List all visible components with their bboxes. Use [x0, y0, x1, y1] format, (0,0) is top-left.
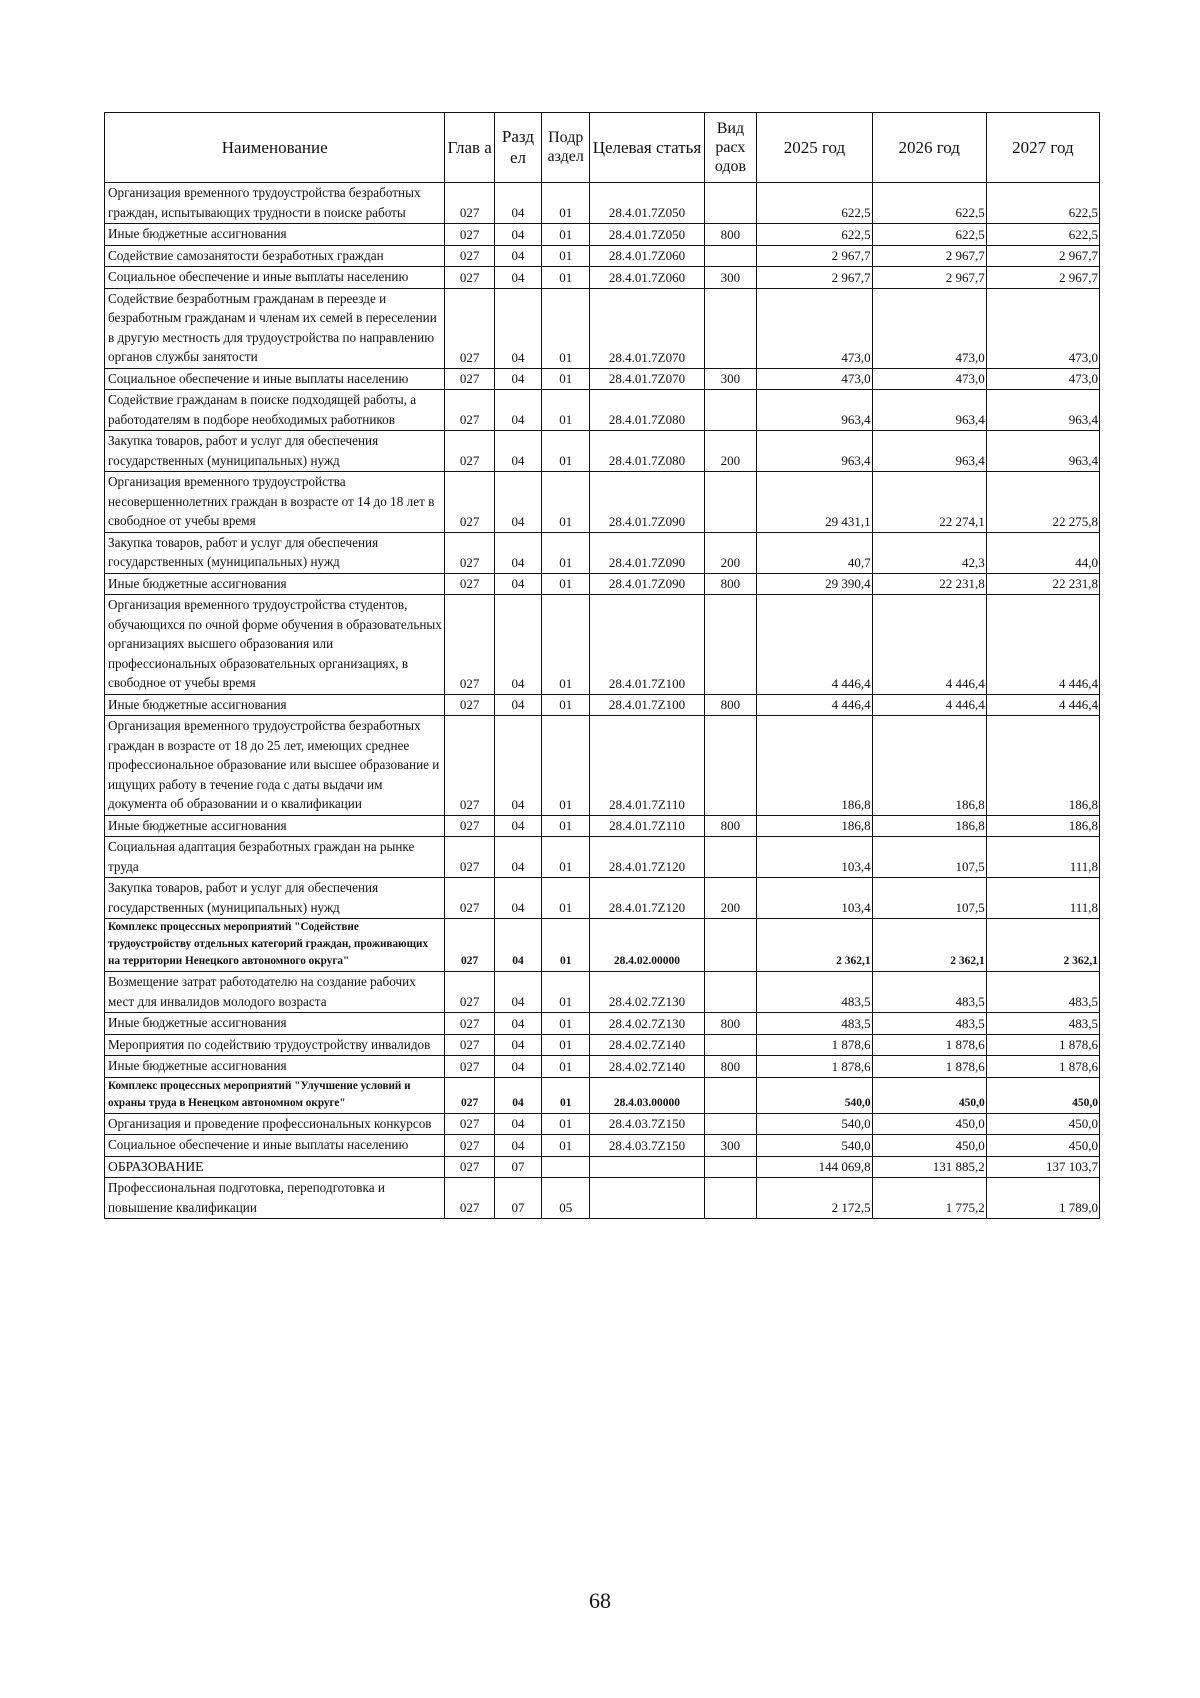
- cell-expense-type: 300: [704, 267, 757, 289]
- cell-razdel: 04: [494, 288, 541, 368]
- table-row: [105, 837, 1100, 878]
- cell-expense-type: [704, 472, 757, 533]
- cell-value-2025: 483,5: [757, 972, 872, 1013]
- cell-podrazdel: 01: [542, 815, 590, 837]
- cell-target-article: 28.4.02.7Z130: [590, 1013, 704, 1035]
- cell-value-2025: 1 878,6: [757, 1034, 872, 1056]
- cell-razdel: 04: [494, 837, 541, 878]
- cell-value-2025: 186,8: [757, 815, 872, 837]
- cell-name: ОБРАЗОВАНИЕ: [105, 1156, 445, 1178]
- cell-podrazdel: 01: [542, 532, 590, 573]
- cell-expense-type: [704, 1178, 757, 1219]
- cell-podrazdel: 01: [542, 472, 590, 533]
- cell-expense-type: [704, 183, 757, 224]
- cell-value-2026: 4 446,4: [872, 595, 986, 695]
- table-row: [105, 245, 1100, 267]
- cell-value-2026: 450,0: [872, 1077, 986, 1113]
- cell-razdel: 04: [494, 1013, 541, 1035]
- cell-glava: 027: [445, 1077, 494, 1113]
- cell-glava: 027: [445, 183, 494, 224]
- cell-value-2026: 107,5: [872, 878, 986, 919]
- cell-value-2026: 2 362,1: [872, 919, 986, 972]
- cell-value-2025: 103,4: [757, 837, 872, 878]
- header-name: Наименование: [105, 113, 445, 183]
- cell-glava: 027: [445, 573, 494, 595]
- cell-target-article: [590, 1156, 704, 1178]
- cell-target-article: 28.4.01.7Z080: [590, 431, 704, 472]
- cell-target-article: [590, 1178, 704, 1219]
- cell-target-article: 28.4.01.7Z100: [590, 595, 704, 695]
- cell-glava: 027: [445, 1013, 494, 1035]
- cell-value-2026: 473,0: [872, 288, 986, 368]
- cell-value-2025: 622,5: [757, 183, 872, 224]
- cell-expense-type: [704, 716, 757, 816]
- cell-value-2027: 473,0: [986, 368, 1099, 390]
- cell-glava: 027: [445, 694, 494, 716]
- cell-value-2027: 4 446,4: [986, 694, 1099, 716]
- cell-value-2027: 473,0: [986, 288, 1099, 368]
- cell-value-2026: 4 446,4: [872, 694, 986, 716]
- cell-expense-type: [704, 288, 757, 368]
- cell-glava: 027: [445, 919, 494, 972]
- page-number: 68: [589, 1588, 611, 1613]
- cell-target-article: 28.4.01.7Z050: [590, 183, 704, 224]
- cell-razdel: 04: [494, 267, 541, 289]
- cell-podrazdel: 01: [542, 368, 590, 390]
- table-row: [105, 532, 1100, 573]
- cell-razdel: 04: [494, 183, 541, 224]
- cell-value-2025: 2 172,5: [757, 1178, 872, 1219]
- cell-value-2027: 4 446,4: [986, 595, 1099, 695]
- cell-name: Организация временного трудоустройства безработных граждан в возрасте от 18 до 25 лет, имеющих среднее профессиональное образование или высшее образование и ищущих работу в течение года с даты выдачи им документа об образовании и о квалификации: [105, 716, 445, 816]
- cell-expense-type: [704, 245, 757, 267]
- cell-value-2027: 1 878,6: [986, 1056, 1099, 1078]
- table-row: [105, 1077, 1100, 1113]
- cell-target-article: 28.4.01.7Z100: [590, 694, 704, 716]
- cell-expense-type: 200: [704, 431, 757, 472]
- cell-podrazdel: 01: [542, 595, 590, 695]
- table-row: [105, 224, 1100, 246]
- cell-razdel: 04: [494, 532, 541, 573]
- cell-razdel: 04: [494, 716, 541, 816]
- cell-expense-type: 800: [704, 573, 757, 595]
- cell-glava: 027: [445, 1178, 494, 1219]
- cell-value-2025: 29 390,4: [757, 573, 872, 595]
- cell-value-2027: 186,8: [986, 815, 1099, 837]
- cell-name: Содействие безработным гражданам в переезде и безработным гражданам и членам их семей в переселении в другую местность для трудоустройства по направлению органов службы занятости: [105, 288, 445, 368]
- cell-glava: 027: [445, 472, 494, 533]
- cell-glava: 027: [445, 224, 494, 246]
- cell-podrazdel: 01: [542, 1013, 590, 1035]
- cell-glava: 027: [445, 1056, 494, 1078]
- cell-name: Закупка товаров, работ и услуг для обеспечения государственных (муниципальных) нужд: [105, 431, 445, 472]
- cell-value-2027: 44,0: [986, 532, 1099, 573]
- cell-podrazdel: 05: [542, 1178, 590, 1219]
- cell-razdel: 04: [494, 224, 541, 246]
- cell-razdel: 04: [494, 1034, 541, 1056]
- cell-expense-type: [704, 1077, 757, 1113]
- cell-glava: 027: [445, 815, 494, 837]
- cell-value-2027: 2 967,7: [986, 245, 1099, 267]
- cell-podrazdel: 01: [542, 837, 590, 878]
- cell-value-2026: 473,0: [872, 368, 986, 390]
- cell-value-2027: 137 103,7: [986, 1156, 1099, 1178]
- cell-name: Содействие гражданам в поиске подходящей работы, а работодателям в подборе необходимых работников: [105, 390, 445, 431]
- cell-value-2027: 111,8: [986, 837, 1099, 878]
- table-header-row: [105, 113, 1100, 183]
- cell-value-2025: 963,4: [757, 390, 872, 431]
- cell-target-article: 28.4.01.7Z050: [590, 224, 704, 246]
- cell-value-2025: 540,0: [757, 1135, 872, 1157]
- table-row: [105, 183, 1100, 224]
- cell-expense-type: 200: [704, 532, 757, 573]
- cell-name: Иные бюджетные ассигнования: [105, 224, 445, 246]
- cell-name: Иные бюджетные ассигнования: [105, 1056, 445, 1078]
- header-podrazdel: Подр аздел: [542, 113, 590, 183]
- cell-name: Организация временного трудоустройства студентов, обучающихся по очной форме обучения в образовательных организациях высшего образования или профессиональных образовательных организациях, в свободное от учебы время: [105, 595, 445, 695]
- table-row: [105, 573, 1100, 595]
- cell-podrazdel: 01: [542, 390, 590, 431]
- cell-value-2025: 186,8: [757, 716, 872, 816]
- cell-expense-type: [704, 837, 757, 878]
- cell-glava: 027: [445, 1113, 494, 1135]
- table-row: [105, 716, 1100, 816]
- cell-razdel: 04: [494, 694, 541, 716]
- cell-target-article: 28.4.03.7Z150: [590, 1135, 704, 1157]
- cell-value-2027: 963,4: [986, 390, 1099, 431]
- cell-name: Иные бюджетные ассигнования: [105, 815, 445, 837]
- cell-glava: 027: [445, 288, 494, 368]
- table-row: [105, 368, 1100, 390]
- cell-target-article: 28.4.01.7Z070: [590, 288, 704, 368]
- table-row: [105, 431, 1100, 472]
- cell-podrazdel: 01: [542, 267, 590, 289]
- cell-glava: 027: [445, 1034, 494, 1056]
- cell-value-2026: 186,8: [872, 815, 986, 837]
- table-row: [105, 390, 1100, 431]
- cell-value-2026: 1 878,6: [872, 1034, 986, 1056]
- cell-razdel: 04: [494, 245, 541, 267]
- cell-expense-type: [704, 1113, 757, 1135]
- cell-podrazdel: 01: [542, 972, 590, 1013]
- cell-podrazdel: [542, 1156, 590, 1178]
- cell-expense-type: [704, 390, 757, 431]
- cell-glava: 027: [445, 532, 494, 573]
- cell-razdel: 04: [494, 1135, 541, 1157]
- cell-value-2025: 473,0: [757, 368, 872, 390]
- cell-razdel: 04: [494, 878, 541, 919]
- cell-name: Организация временного трудоустройства безработных граждан, испытывающих трудности в поиске работы: [105, 183, 445, 224]
- table-row: [105, 1034, 1100, 1056]
- cell-target-article: 28.4.01.7Z060: [590, 267, 704, 289]
- cell-value-2027: 2 967,7: [986, 267, 1099, 289]
- cell-podrazdel: 01: [542, 716, 590, 816]
- cell-value-2026: 483,5: [872, 1013, 986, 1035]
- table-row: [105, 1156, 1100, 1178]
- cell-value-2026: 131 885,2: [872, 1156, 986, 1178]
- cell-target-article: 28.4.01.7Z110: [590, 815, 704, 837]
- cell-podrazdel: 01: [542, 183, 590, 224]
- cell-value-2026: 1 775,2: [872, 1178, 986, 1219]
- cell-razdel: 07: [494, 1156, 541, 1178]
- cell-value-2027: 483,5: [986, 1013, 1099, 1035]
- cell-expense-type: 800: [704, 1056, 757, 1078]
- table-row: [105, 878, 1100, 919]
- cell-glava: 027: [445, 1135, 494, 1157]
- cell-glava: 027: [445, 837, 494, 878]
- cell-value-2026: 450,0: [872, 1113, 986, 1135]
- header-year-2025: 2025 год: [757, 113, 872, 183]
- cell-podrazdel: 01: [542, 878, 590, 919]
- cell-podrazdel: 01: [542, 919, 590, 972]
- cell-value-2025: 2 362,1: [757, 919, 872, 972]
- header-year-2026: 2026 год: [872, 113, 986, 183]
- cell-razdel: 04: [494, 573, 541, 595]
- cell-target-article: 28.4.01.7Z090: [590, 472, 704, 533]
- cell-podrazdel: 01: [542, 573, 590, 595]
- table-row: [105, 472, 1100, 533]
- cell-value-2027: 963,4: [986, 431, 1099, 472]
- header-glava: Глав а: [445, 113, 494, 183]
- cell-value-2026: 622,5: [872, 224, 986, 246]
- cell-value-2025: 2 967,7: [757, 245, 872, 267]
- cell-podrazdel: 01: [542, 288, 590, 368]
- cell-value-2025: 103,4: [757, 878, 872, 919]
- cell-value-2027: 622,5: [986, 183, 1099, 224]
- cell-value-2026: 963,4: [872, 390, 986, 431]
- cell-target-article: 28.4.03.7Z150: [590, 1113, 704, 1135]
- cell-value-2025: 540,0: [757, 1077, 872, 1113]
- cell-value-2025: 1 878,6: [757, 1056, 872, 1078]
- cell-podrazdel: 01: [542, 431, 590, 472]
- cell-name: Профессиональная подготовка, переподготовка и повышение квалификации: [105, 1178, 445, 1219]
- table-row: [105, 1178, 1100, 1219]
- cell-target-article: 28.4.02.7Z130: [590, 972, 704, 1013]
- cell-podrazdel: 01: [542, 1056, 590, 1078]
- cell-expense-type: 800: [704, 694, 757, 716]
- table-row: [105, 919, 1100, 972]
- cell-razdel: 04: [494, 472, 541, 533]
- cell-value-2025: 29 431,1: [757, 472, 872, 533]
- cell-razdel: 04: [494, 1113, 541, 1135]
- cell-target-article: 28.4.01.7Z110: [590, 716, 704, 816]
- cell-target-article: 28.4.01.7Z060: [590, 245, 704, 267]
- header-razdel: Разд ел: [494, 113, 541, 183]
- table-row: [105, 972, 1100, 1013]
- cell-value-2026: 2 967,7: [872, 267, 986, 289]
- cell-glava: 027: [445, 595, 494, 695]
- cell-expense-type: 800: [704, 815, 757, 837]
- cell-podrazdel: 01: [542, 224, 590, 246]
- cell-razdel: 04: [494, 368, 541, 390]
- cell-value-2026: 107,5: [872, 837, 986, 878]
- cell-value-2027: 22 231,8: [986, 573, 1099, 595]
- cell-expense-type: 300: [704, 368, 757, 390]
- cell-name: Организация временного трудоустройства несовершеннолетних граждан в возрасте от 14 до 18 лет в свободное от учебы время: [105, 472, 445, 533]
- cell-expense-type: [704, 1156, 757, 1178]
- cell-glava: 027: [445, 431, 494, 472]
- cell-value-2025: 2 967,7: [757, 267, 872, 289]
- cell-value-2027: 622,5: [986, 224, 1099, 246]
- cell-expense-type: 300: [704, 1135, 757, 1157]
- table-row: [105, 694, 1100, 716]
- cell-value-2026: 622,5: [872, 183, 986, 224]
- table-row: [105, 1113, 1100, 1135]
- cell-value-2027: 450,0: [986, 1113, 1099, 1135]
- cell-expense-type: 800: [704, 224, 757, 246]
- cell-value-2026: 1 878,6: [872, 1056, 986, 1078]
- cell-glava: 027: [445, 390, 494, 431]
- cell-value-2025: 963,4: [757, 431, 872, 472]
- cell-name: Социальная адаптация безработных граждан на рынке труда: [105, 837, 445, 878]
- header-year-2027: 2027 год: [986, 113, 1099, 183]
- cell-name: Организация и проведение профессиональных конкурсов: [105, 1113, 445, 1135]
- cell-value-2025: 40,7: [757, 532, 872, 573]
- cell-value-2025: 144 069,8: [757, 1156, 872, 1178]
- cell-name: Иные бюджетные ассигнования: [105, 573, 445, 595]
- cell-target-article: 28.4.02.00000: [590, 919, 704, 972]
- cell-expense-type: 200: [704, 878, 757, 919]
- cell-target-article: 28.4.01.7Z080: [590, 390, 704, 431]
- cell-value-2026: 963,4: [872, 431, 986, 472]
- cell-glava: 027: [445, 716, 494, 816]
- cell-glava: 027: [445, 972, 494, 1013]
- cell-name: Социальное обеспечение и иные выплаты населению: [105, 368, 445, 390]
- cell-value-2027: 450,0: [986, 1077, 1099, 1113]
- cell-value-2027: 1 789,0: [986, 1178, 1099, 1219]
- cell-podrazdel: 01: [542, 1113, 590, 1135]
- cell-target-article: 28.4.01.7Z120: [590, 837, 704, 878]
- cell-value-2027: 186,8: [986, 716, 1099, 816]
- cell-razdel: 04: [494, 431, 541, 472]
- cell-name: Комплекс процессных мероприятий "Улучшение условий и охраны труда в Ненецком автономном округе": [105, 1077, 445, 1113]
- cell-value-2025: 473,0: [757, 288, 872, 368]
- cell-target-article: 28.4.01.7Z120: [590, 878, 704, 919]
- cell-value-2026: 22 231,8: [872, 573, 986, 595]
- cell-value-2025: 622,5: [757, 224, 872, 246]
- table-row: [105, 1056, 1100, 1078]
- cell-razdel: 04: [494, 815, 541, 837]
- budget-table: [104, 112, 1100, 1219]
- cell-target-article: 28.4.02.7Z140: [590, 1034, 704, 1056]
- table-row: [105, 267, 1100, 289]
- cell-razdel: 04: [494, 1056, 541, 1078]
- cell-value-2026: 42,3: [872, 532, 986, 573]
- cell-name: Социальное обеспечение и иные выплаты населению: [105, 1135, 445, 1157]
- cell-target-article: 28.4.01.7Z090: [590, 573, 704, 595]
- cell-name: Закупка товаров, работ и услуг для обеспечения государственных (муниципальных) нужд: [105, 532, 445, 573]
- cell-glava: 027: [445, 368, 494, 390]
- cell-razdel: 04: [494, 390, 541, 431]
- header-expense-type: Вид расх одов: [704, 113, 757, 183]
- cell-razdel: 07: [494, 1178, 541, 1219]
- cell-value-2027: 450,0: [986, 1135, 1099, 1157]
- cell-value-2027: 2 362,1: [986, 919, 1099, 972]
- header-target-article: Целевая статья: [590, 113, 704, 183]
- table-row: [105, 288, 1100, 368]
- cell-podrazdel: 01: [542, 1077, 590, 1113]
- cell-value-2025: 4 446,4: [757, 595, 872, 695]
- cell-value-2026: 450,0: [872, 1135, 986, 1157]
- cell-expense-type: [704, 972, 757, 1013]
- cell-podrazdel: 01: [542, 694, 590, 716]
- cell-expense-type: 800: [704, 1013, 757, 1035]
- cell-name: Возмещение затрат работодателю на создание рабочих мест для инвалидов молодого возраста: [105, 972, 445, 1013]
- table-row: [105, 595, 1100, 695]
- cell-podrazdel: 01: [542, 1034, 590, 1056]
- cell-name: Комплекс процессных мероприятий "Содействие трудоустройству отдельных категорий граждан, проживающих на территории Ненецкого автономного округа": [105, 919, 445, 972]
- cell-glava: 027: [445, 267, 494, 289]
- cell-value-2026: 483,5: [872, 972, 986, 1013]
- cell-name: Закупка товаров, работ и услуг для обеспечения государственных (муниципальных) нужд: [105, 878, 445, 919]
- cell-value-2025: 540,0: [757, 1113, 872, 1135]
- cell-podrazdel: 01: [542, 245, 590, 267]
- cell-value-2027: 111,8: [986, 878, 1099, 919]
- budget-document: [104, 112, 1100, 1219]
- cell-name: Мероприятия по содействию трудоустройству инвалидов: [105, 1034, 445, 1056]
- cell-value-2027: 483,5: [986, 972, 1099, 1013]
- cell-value-2026: 2 967,7: [872, 245, 986, 267]
- table-body: [105, 183, 1100, 1219]
- cell-expense-type: [704, 595, 757, 695]
- cell-value-2027: 22 275,8: [986, 472, 1099, 533]
- cell-value-2026: 22 274,1: [872, 472, 986, 533]
- cell-razdel: 04: [494, 1077, 541, 1113]
- cell-glava: 027: [445, 245, 494, 267]
- table-row: [105, 1013, 1100, 1035]
- table-row: [105, 1135, 1100, 1157]
- cell-razdel: 04: [494, 972, 541, 1013]
- table-row: [105, 815, 1100, 837]
- cell-glava: 027: [445, 878, 494, 919]
- cell-value-2025: 4 446,4: [757, 694, 872, 716]
- cell-target-article: 28.4.03.00000: [590, 1077, 704, 1113]
- cell-name: Иные бюджетные ассигнования: [105, 1013, 445, 1035]
- cell-razdel: 04: [494, 595, 541, 695]
- cell-expense-type: [704, 919, 757, 972]
- cell-expense-type: [704, 1034, 757, 1056]
- cell-target-article: 28.4.02.7Z140: [590, 1056, 704, 1078]
- cell-value-2025: 483,5: [757, 1013, 872, 1035]
- cell-value-2027: 1 878,6: [986, 1034, 1099, 1056]
- cell-target-article: 28.4.01.7Z090: [590, 532, 704, 573]
- cell-value-2026: 186,8: [872, 716, 986, 816]
- cell-target-article: 28.4.01.7Z070: [590, 368, 704, 390]
- cell-razdel: 04: [494, 919, 541, 972]
- cell-name: Содействие самозанятости безработных граждан: [105, 245, 445, 267]
- cell-glava: 027: [445, 1156, 494, 1178]
- cell-podrazdel: 01: [542, 1135, 590, 1157]
- cell-name: Социальное обеспечение и иные выплаты населению: [105, 267, 445, 289]
- cell-name: Иные бюджетные ассигнования: [105, 694, 445, 716]
